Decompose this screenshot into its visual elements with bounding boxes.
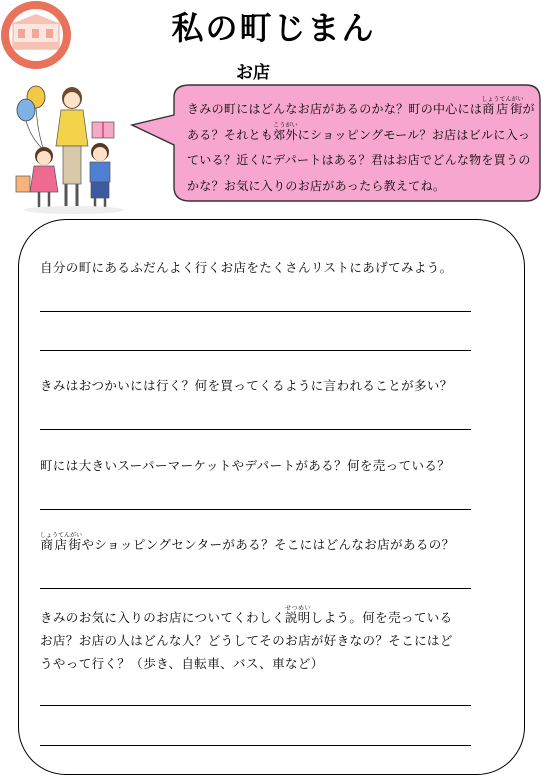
question-1: 自分の町にあるふだんよく行くお店をたくさんリストにあげてみよう。 [40, 260, 453, 275]
question-3: 町には大きいスーパーマーケットやデパートがある？何を売っている？ [40, 458, 451, 473]
answer-line[interactable] [40, 509, 471, 510]
answer-line[interactable] [40, 429, 471, 430]
question-4: 商店街しょうてんがいやショッピングセンターがある？そこにはどんなお店があるの？ [40, 532, 455, 552]
page-subtitle: お店 [236, 63, 270, 83]
question-frame [18, 219, 525, 775]
answer-line[interactable] [40, 588, 471, 589]
answer-line[interactable] [40, 311, 471, 312]
answer-line[interactable] [40, 350, 471, 351]
answer-line[interactable] [40, 745, 471, 746]
answer-line[interactable] [40, 705, 471, 706]
family-shopping-illustration [14, 80, 136, 216]
page-title: 私の町じまん [171, 9, 376, 47]
question-2: きみはおつかいには行く？何を買ってくるように言われることが多い？ [40, 378, 453, 393]
question-5: きみのお気に入りのお店についてくわしく説明せつめいしよう。何を売っている お店？お店の人はどんな人？どうしてそのお店が好きなの？そこにはど うやって行く？（歩き、自転車、バス、車など） [40, 605, 453, 671]
intro-text: きみの町にはどんなお店があるのかな？町の中心には商店街しょうてんがいがある？それとも郊外こうがいにショッピングモール？お店はビルに入っている？近くにデパートはある？君はお店でどんな物を買うのかな？お気に入りのお店があったら教えてね。 [187, 96, 535, 193]
